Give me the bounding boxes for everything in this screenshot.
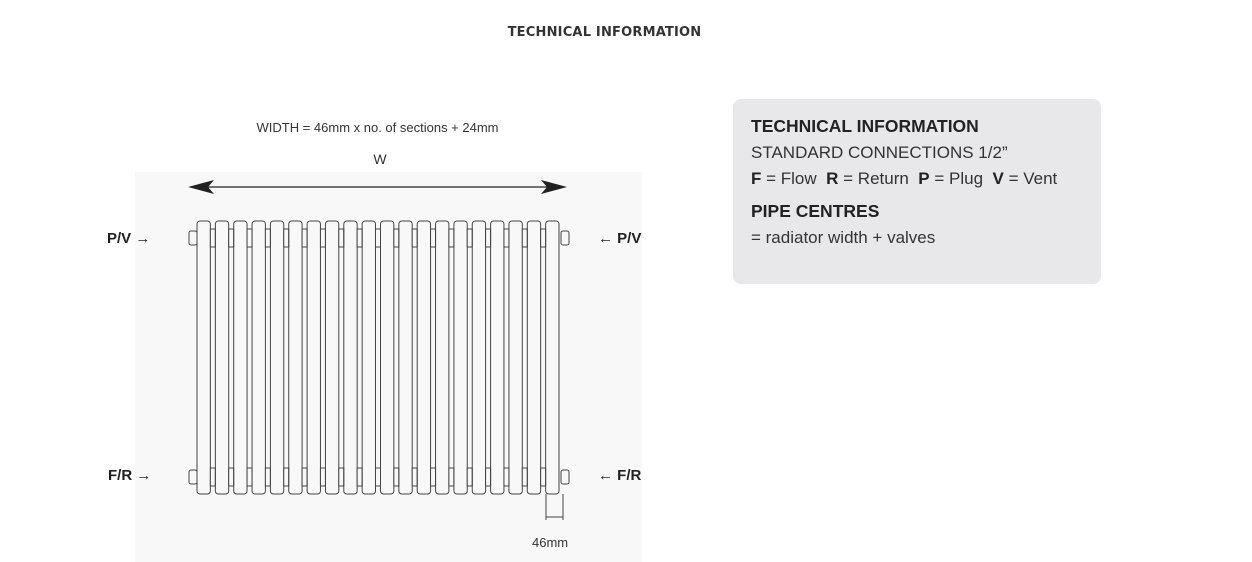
radiator-section	[491, 221, 504, 494]
radiator-section	[325, 221, 338, 494]
technical-info-box	[733, 99, 1101, 284]
section-connector	[541, 468, 546, 486]
section-connector	[284, 468, 289, 486]
section-connector	[229, 468, 234, 486]
connection-label-top-left: P/V →	[107, 230, 151, 247]
section-connector	[376, 229, 381, 247]
section-connector	[229, 229, 234, 247]
width-formula: WIDTH = 46mm x no. of sections + 24mm	[256, 120, 499, 135]
page-title: TECHNICAL INFORMATION	[507, 25, 702, 40]
section-connector	[394, 229, 399, 247]
section-connector	[302, 229, 307, 247]
section-connector	[339, 229, 344, 247]
section-connector	[431, 468, 436, 486]
standard-connections: STANDARD CONNECTIONS 1/2”	[751, 143, 1008, 162]
radiator-section	[399, 221, 412, 494]
section-connector	[247, 229, 252, 247]
radiator-section	[454, 221, 467, 494]
pipe-centres-title: PIPE CENTRES	[751, 201, 880, 221]
legend-key-plug: P	[918, 169, 930, 188]
legend-key-return: R	[826, 169, 839, 188]
radiator-section	[509, 221, 522, 494]
section-connector	[320, 468, 325, 486]
section-connector	[210, 229, 215, 247]
radiator-section	[215, 221, 228, 494]
radiator-section	[527, 221, 540, 494]
section-connector	[247, 468, 252, 486]
legend-key-vent: V	[992, 169, 1004, 188]
section-size-label: 46mm	[532, 535, 569, 550]
connection-label-bottom-right: ← F/R	[598, 467, 642, 484]
radiator-section	[436, 221, 449, 494]
end-cap-right	[561, 231, 569, 245]
radiator-section	[270, 221, 283, 494]
section-connector	[339, 468, 344, 486]
connection-label-bottom-left: F/R →	[108, 467, 152, 484]
section-connector	[265, 468, 270, 486]
legend-key-flow: F	[751, 169, 762, 188]
section-connector	[486, 468, 491, 486]
section-connector	[284, 229, 289, 247]
radiator-section	[362, 221, 375, 494]
end-cap-right	[561, 470, 569, 484]
section-connector	[412, 468, 417, 486]
section-connector	[504, 229, 509, 247]
section-connector	[541, 229, 546, 247]
radiator-section	[344, 221, 357, 494]
radiator-section	[381, 221, 394, 494]
section-connector	[412, 229, 417, 247]
width-symbol: W	[373, 151, 387, 167]
radiator-section	[472, 221, 485, 494]
radiator-section	[417, 221, 430, 494]
section-connector	[486, 229, 491, 247]
section-connector	[357, 229, 362, 247]
section-connector	[522, 468, 527, 486]
legend-value-flow: = Flow	[766, 169, 817, 188]
radiator-section	[307, 221, 320, 494]
section-connector	[449, 468, 454, 486]
section-connector	[320, 229, 325, 247]
section-connector	[265, 229, 270, 247]
section-connector	[504, 468, 509, 486]
radiator-section	[252, 221, 265, 494]
section-connector	[522, 229, 527, 247]
end-cap-left	[189, 231, 197, 245]
section-connector	[210, 468, 215, 486]
info-box-title: TECHNICAL INFORMATION	[751, 116, 979, 136]
section-connector	[302, 468, 307, 486]
radiator-section	[197, 221, 210, 494]
radiator-section	[289, 221, 302, 494]
legend-value-plug: = Plug	[934, 169, 984, 188]
connection-legend	[751, 169, 1083, 189]
legend-value-return: = Return	[843, 169, 909, 188]
section-connector	[394, 468, 399, 486]
legend-value-vent: = Vent	[1008, 169, 1058, 188]
section-connector	[376, 468, 381, 486]
section-connector	[431, 229, 436, 247]
radiator-section	[234, 221, 247, 494]
end-cap-left	[189, 470, 197, 484]
section-connector	[467, 468, 472, 486]
radiator-section	[546, 221, 559, 494]
pipe-centres-text: = radiator width + valves	[751, 228, 936, 247]
connection-label-top-right: ← P/V	[598, 230, 642, 247]
section-connector	[357, 468, 362, 486]
section-connector	[449, 229, 454, 247]
section-connector	[467, 229, 472, 247]
